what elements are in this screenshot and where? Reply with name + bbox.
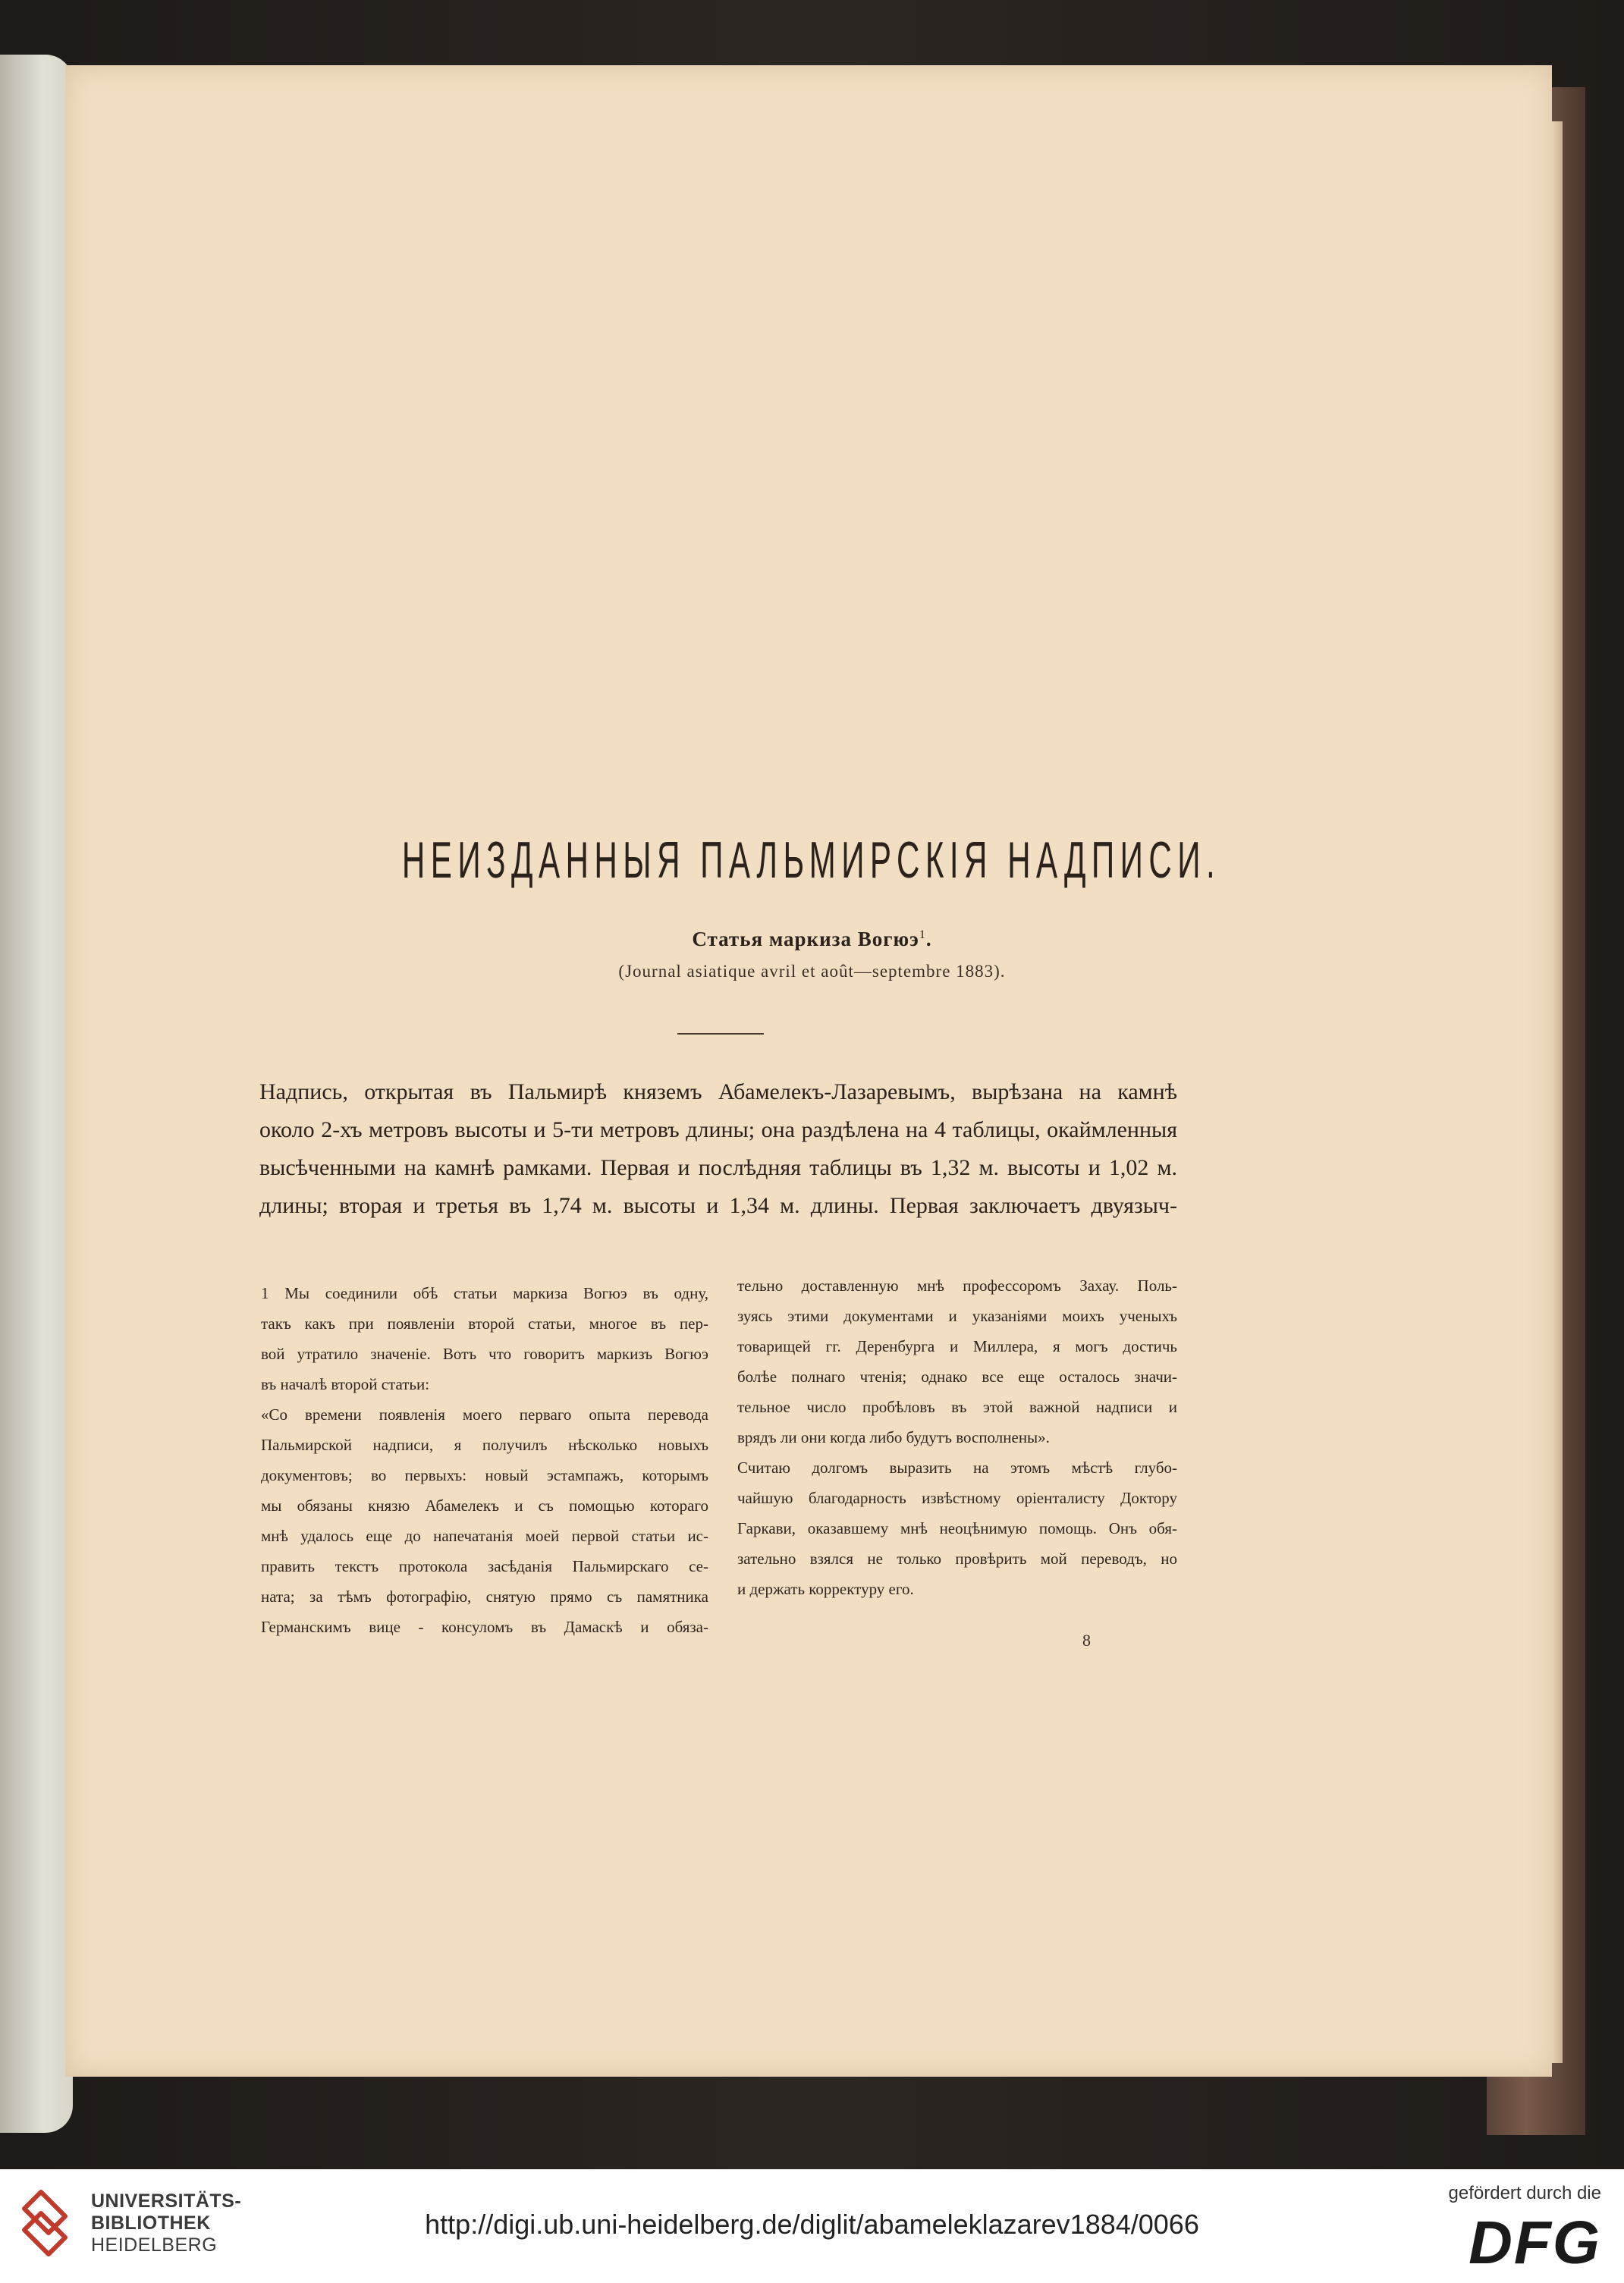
page-sheet — [65, 65, 1552, 2077]
footnote-line: «Со времени появленія моего перваго опыта перевода — [261, 1405, 708, 1424]
page-edge — [1552, 121, 1563, 2063]
body-line: длины; вторая и третья въ 1,74 м. высоты и 1,34 м. длины. Первая заключаетъ двуязыч- — [259, 1193, 1177, 1218]
viewer-footer — [0, 2169, 1624, 2283]
footnote-line: вой утратило значеніе. Вотъ что говоритъ маркизъ Вогюэ — [261, 1345, 708, 1363]
library-line: UNIVERSITÄTS- — [91, 2190, 242, 2212]
footnote-line: болѣе полнаго чтенія; однако все еще осталось значи- — [737, 1368, 1177, 1386]
footnote-line: зуясь этими документами и указаніями моихъ ученыхъ — [737, 1307, 1177, 1325]
left-page-leaf — [0, 55, 73, 2133]
footnote-line: зательно взялся не только провѣрить мой переводъ, но — [737, 1550, 1177, 1568]
dfg-logo[interactable]: DFG — [1469, 2209, 1601, 2276]
page-number: 8 — [1082, 1631, 1091, 1650]
footnote-line: Германскимъ вице - консуломъ въ Дамаскѣ и обяза- — [261, 1618, 708, 1636]
body-line: около 2-хъ метровъ высоты и 5-ти метровъ длины; она раздѣлена на 4 таблицы, окаймленныя — [259, 1117, 1177, 1142]
body-line: высѣченными на камнѣ рамками. Первая и послѣдняя таблицы въ 1,32 м. высоты и 1,02 м. — [259, 1155, 1177, 1180]
footnote-marker: 1 — [919, 928, 926, 941]
footnote-line: мнѣ удалось еще до напечатанія моей первой статьи ис- — [261, 1527, 708, 1545]
library-line: BIBLIOTHEK — [91, 2212, 211, 2234]
footnote-line: 1 Мы соединили обѣ статьи маркиза Вогюэ въ одну, — [261, 1284, 708, 1302]
footnote-line: Гаркави, оказавшему мнѣ неоцѣнимую помощь. Онъ обя- — [737, 1519, 1177, 1537]
footnote-line: тельно доставленную мнѣ профессоромъ Захау. Поль- — [737, 1277, 1177, 1295]
footnote-line: ната; за тѣмъ фотографію, снятую прямо съ памятника — [261, 1587, 708, 1606]
footnote-line: и держать корректуру его. — [737, 1580, 914, 1598]
footnote-line: въ началѣ второй статьи: — [261, 1375, 430, 1393]
permalink-url[interactable]: http://digi.ub.uni-heidelberg.de/diglit/abameleklazarev1884/0066 — [425, 2209, 1199, 2240]
footnote-line: чайшую благодарность извѣстному оріенталисту Доктору — [737, 1489, 1177, 1507]
footnote-line: Считаю долгомъ выразить на этомъ мѣстѣ глубо- — [737, 1459, 1177, 1477]
footnote-line: товарищей гг. Деренбурга и Миллера, я могъ достичь — [737, 1337, 1177, 1355]
footnote-column-right — [737, 1270, 1177, 1604]
funding-caption: gefördert durch die — [1448, 2183, 1601, 2203]
subtitle-text: Статья маркиза Вогюэ — [692, 928, 919, 950]
article-subtitle — [0, 928, 1624, 951]
footnote-line: документовъ; во первыхъ: новый эстампажъ, которымъ — [261, 1466, 708, 1484]
footnote-line: мы обязаны князю Абамелекъ и съ помощью котораго — [261, 1496, 708, 1515]
footnote-line: тельное число пробѣловъ въ этой важной надписи и — [737, 1398, 1177, 1416]
footnote-column-left — [261, 1278, 708, 1642]
footnote-line: такъ какъ при появленіи второй статьи, многое въ пер- — [261, 1314, 708, 1333]
footnote-line: править текстъ протокола засѣданія Пальмирскаго се- — [261, 1557, 708, 1575]
article-title: НЕИЗДАННЫЯ ПАЛЬМИРСКІЯ НАДПИСИ. — [401, 831, 1221, 889]
body-paragraph — [259, 1073, 1177, 1225]
article-source: (Journal asiatique avril et août—septembre 1883). — [618, 962, 1006, 981]
section-divider — [677, 1033, 764, 1035]
subtitle-end: . — [925, 928, 932, 950]
footnote-line: врядъ ли они когда либо будутъ восполнены». — [737, 1428, 1050, 1446]
footnote-line: Пальмирской надписи, я получилъ нѣсколько новыхъ — [261, 1436, 708, 1454]
library-line: HEIDELBERG — [91, 2234, 218, 2256]
body-line: Надпись, открытая въ Пальмирѣ княземъ Абамелекъ-Лазаревымъ, вырѣзана на камнѣ — [259, 1079, 1177, 1104]
